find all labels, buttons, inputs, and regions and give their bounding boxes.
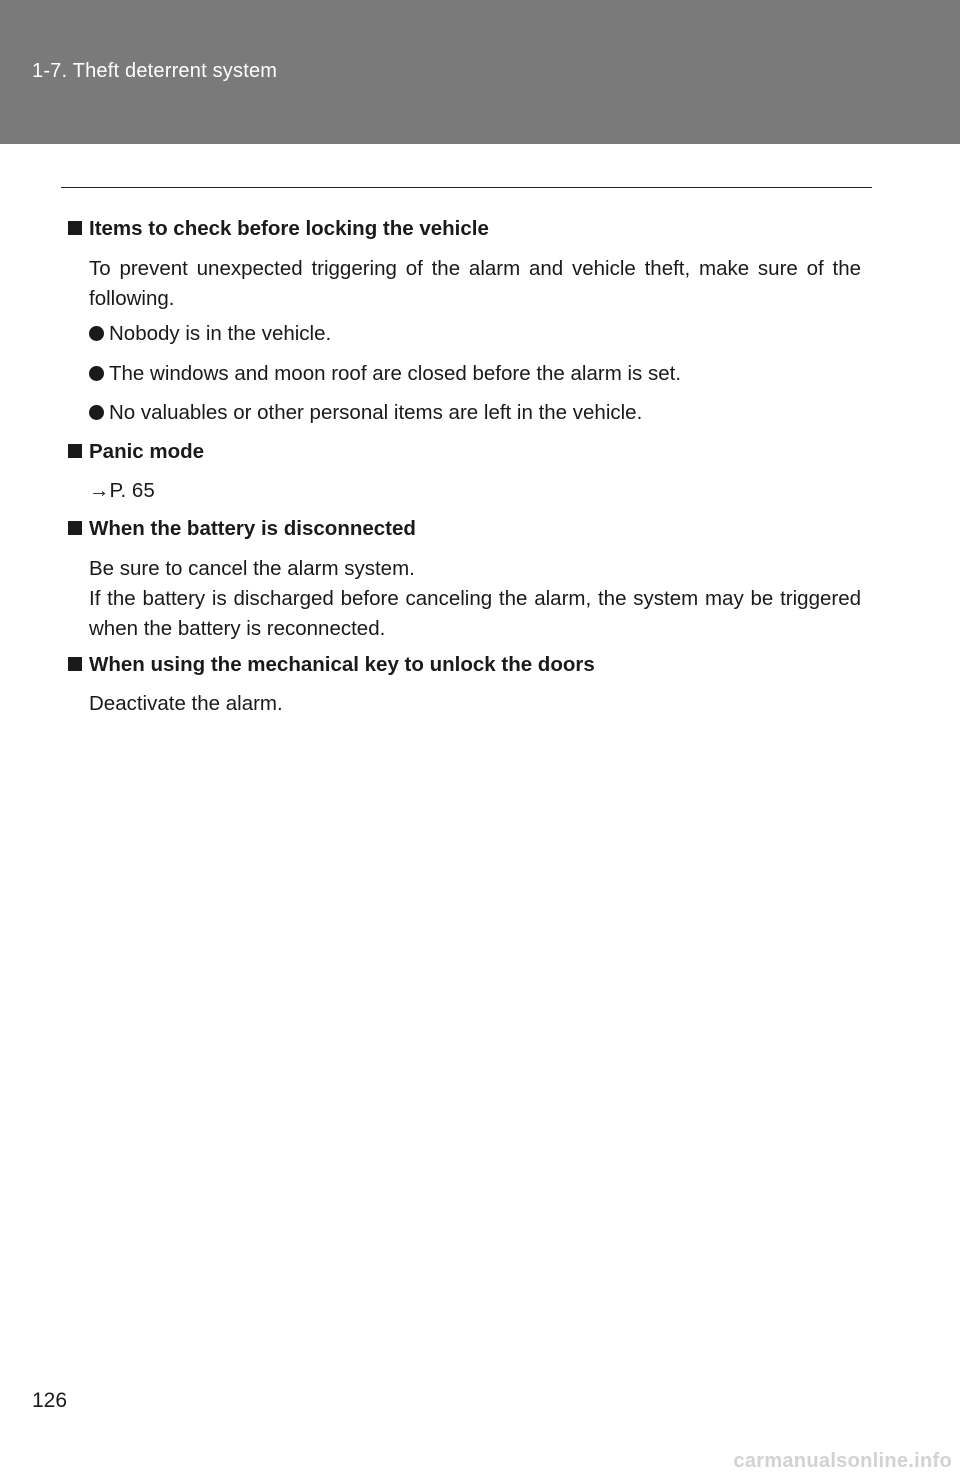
heading-text: Panic mode	[89, 440, 205, 463]
heading-battery-disconnected	[68, 517, 416, 541]
paragraph-deactivate: Deactivate the alarm.	[89, 692, 283, 715]
round-bullet-icon	[89, 405, 104, 420]
round-bullet-icon	[89, 366, 104, 381]
heading-text: When the battery is disconnected	[89, 517, 416, 540]
heading-text: Items to check before locking the vehicle	[89, 217, 489, 240]
square-bullet-icon	[68, 221, 82, 235]
top-divider	[61, 187, 872, 188]
bullet-item	[89, 322, 331, 346]
square-bullet-icon	[68, 444, 82, 458]
square-bullet-icon	[68, 657, 82, 671]
watermark: carmanualsonline.info	[733, 1450, 952, 1472]
chapter-header	[0, 0, 960, 144]
paragraph-battery-line1: Be sure to cancel the alarm system.	[89, 557, 415, 580]
page-reference[interactable]	[89, 479, 155, 503]
heading-mechanical-key	[68, 653, 595, 677]
reference-text: P. 65	[109, 479, 155, 502]
square-bullet-icon	[68, 521, 82, 535]
bullet-text: No valuables or other personal items are left in the vehicle.	[109, 401, 643, 424]
paragraph-battery-line2: If the battery is discharged before canceling the alarm, the system may be triggered when the battery is reconnected.	[89, 587, 861, 640]
heading-items-to-check	[68, 217, 489, 241]
page-number: 126	[32, 1389, 68, 1412]
paragraph-intro: To prevent unexpected triggering of the alarm and vehicle theft, make sure of the following.	[89, 257, 861, 310]
bullet-text: Nobody is in the vehicle.	[109, 322, 332, 345]
section-title: 1-7. Theft deterrent system	[32, 60, 278, 82]
bullet-item	[89, 362, 681, 386]
heading-text: When using the mechanical key to unlock the doors	[89, 653, 595, 676]
heading-panic-mode	[68, 440, 204, 464]
arrow-right-icon: →	[89, 479, 110, 502]
round-bullet-icon	[89, 326, 104, 341]
bullet-text: The windows and moon roof are closed before the alarm is set.	[109, 362, 682, 385]
bullet-item	[89, 401, 642, 425]
